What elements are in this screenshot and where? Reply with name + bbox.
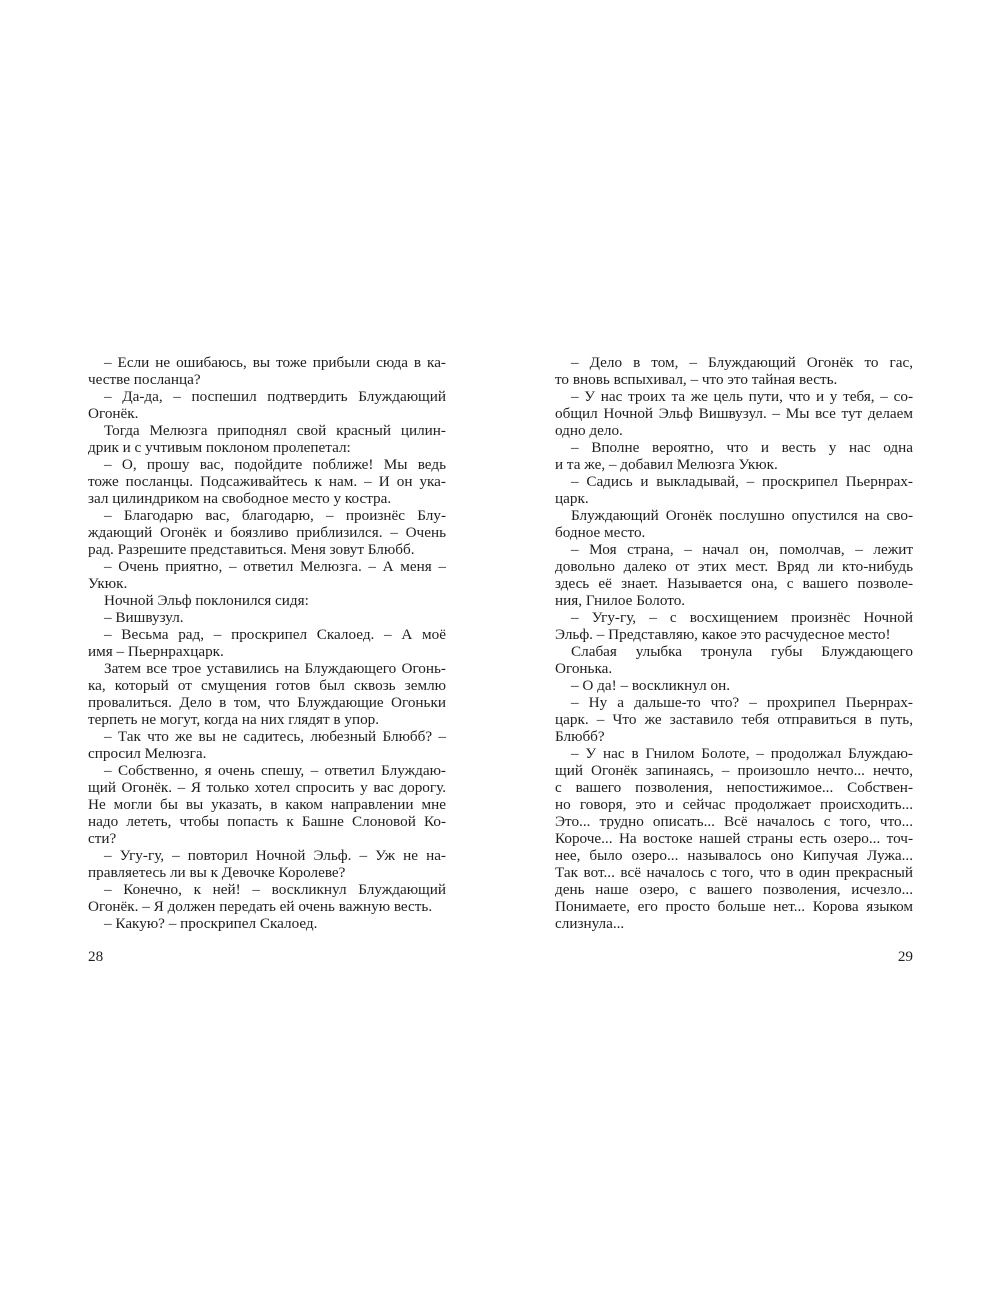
text-line: щий Огонёк запинаясь, – произошло нечто... нечто,	[555, 762, 913, 779]
paragraph	[555, 388, 913, 439]
text-line: честве посланца?	[88, 371, 201, 388]
text-line: но говоря, это и сейчас продолжает происходить...	[555, 796, 913, 813]
paragraph	[555, 694, 913, 745]
text-line: – Конечно, к ней! – воскликнул Блуждающий	[104, 881, 446, 898]
text-line: Затем все трое уставились на Блуждающего Огонь-	[104, 660, 446, 677]
text-line: Короче... На востоке нашей страны есть озеро... точ-	[555, 830, 913, 847]
paragraph	[555, 541, 913, 609]
text-line: – Собственно, я очень спешу, – ответил Блуждаю-	[104, 762, 446, 779]
paragraph	[88, 388, 446, 422]
paragraph	[88, 915, 446, 932]
right-page-text	[555, 354, 913, 932]
paragraph	[555, 677, 913, 694]
text-line: нее, было озеро... называлось оно Кипучая Лужа...	[555, 847, 913, 864]
left-page-text	[88, 354, 446, 932]
text-line: – Моя страна, – начал он, помолчав, – лежит	[571, 541, 913, 558]
text-line: общил Ночной Эльф Вишвузул. – Мы все тут делаем	[555, 405, 913, 422]
text-line: – О да! – воскликнул он.	[571, 677, 731, 694]
text-line: терпеть не могут, когда на них глядят в упор.	[88, 711, 380, 728]
text-line: Тогда Мелюзга приподнял свой красный цилин-	[104, 422, 446, 439]
text-line: довольно далеко от этих мест. Вряд ли кто-нибудь	[555, 558, 913, 575]
text-line: имя – Пьернрахцарк.	[88, 643, 224, 660]
text-line: и та же, – добавил Мелюзга Укюк.	[555, 456, 778, 473]
paragraph	[555, 507, 913, 541]
paragraph	[88, 847, 446, 881]
text-line: – Угу-гу, – повторил Ночной Эльф. – Уж не на-	[104, 847, 446, 864]
text-line: – Если не ошибаюсь, вы тоже прибыли сюда в ка-	[104, 354, 446, 371]
paragraph	[88, 456, 446, 507]
page-number-left: 28	[88, 948, 104, 965]
text-line: Огонька.	[555, 660, 613, 677]
paragraph	[555, 643, 913, 677]
text-line: с вашего позволения, непостижимое... Собствен-	[555, 779, 913, 796]
text-line: ния, Гнилое Болото.	[555, 592, 686, 609]
paragraph	[88, 881, 446, 915]
paragraph	[555, 609, 913, 643]
text-line: – Да-да, – поспешил подтвердить Блуждающий	[104, 388, 446, 405]
text-line: Понимаете, его просто больше нет... Корова языком	[555, 898, 913, 915]
text-line: спросил Мелюзга.	[88, 745, 207, 762]
paragraph	[88, 354, 446, 388]
text-line: – О, прошу вас, подойдите поближе! Мы ведь	[104, 456, 446, 473]
text-line: – Так что же вы не садитесь, любезный Блюбб? –	[104, 728, 446, 745]
text-line: Огонёк.	[88, 405, 139, 422]
text-line: – Дело в том, – Блуждающий Огонёк то гас,	[571, 354, 913, 371]
text-line: – Садись и выкладывай, – проскрипел Пьернрах-	[571, 473, 913, 490]
paragraph	[88, 626, 446, 660]
text-line: сти?	[88, 830, 117, 847]
text-line: ждающий Огонёк и боязливо приблизился. – Очень	[88, 524, 446, 541]
text-line: – У нас в Гнилом Болоте, – продолжал Блуждаю-	[571, 745, 913, 762]
text-line: день наше озеро, с вашего позволения, исчезло...	[555, 881, 913, 898]
paragraph	[555, 439, 913, 473]
page-number-right: 29	[897, 948, 913, 965]
text-line: Ночной Эльф поклонился сидя:	[104, 592, 309, 609]
paragraph	[88, 609, 446, 626]
text-line: – Ну а дальше-то что? – прохрипел Пьернрах-	[571, 694, 913, 711]
text-line: слизнула...	[555, 915, 625, 932]
text-line: Укюк.	[88, 575, 128, 592]
text-line: Блюбб?	[555, 728, 605, 745]
text-line: – Угу-гу, – с восхищением произнёс Ночной	[571, 609, 913, 626]
text-line: Огонёк. – Я должен передать ей очень важную весть.	[88, 898, 433, 915]
text-line: – Весьма рад, – проскрипел Скалоед. – А моё	[104, 626, 446, 643]
paragraph	[555, 354, 913, 388]
text-line: Эльф. – Представляю, какое это расчудесное место!	[555, 626, 891, 643]
paragraph	[88, 507, 446, 558]
text-line: рад. Разрешите представиться. Меня зовут Блюбб.	[88, 541, 415, 558]
paragraph	[88, 660, 446, 728]
paragraph	[88, 592, 446, 609]
text-line: – У нас троих та же цель пути, что и у тебя, – со-	[571, 388, 913, 405]
text-line: ка, который от смущения готов был сквозь землю	[88, 677, 446, 694]
text-line: – Какую? – проскрипел Скалоед.	[104, 915, 318, 932]
text-line: – Благодарю вас, благодарю, – произнёс Блу-	[104, 507, 446, 524]
text-line: здесь её знает. Называется она, с вашего позволе-	[555, 575, 913, 592]
text-line: щий Огонёк. – Я только хотел спросить у вас дорогу.	[88, 779, 446, 796]
text-line: бодное место.	[555, 524, 646, 541]
text-line: надо лететь, чтобы попасть к Башне Слоновой Ко-	[88, 813, 446, 830]
text-line: Не могли бы вы указать, в каком направлении мне	[88, 796, 446, 813]
text-line: – Вишвузул.	[104, 609, 184, 626]
text-line: то вновь вспыхивал, – что это тайная весть.	[555, 371, 838, 388]
text-line: Слабая улыбка тронула губы Блуждающего	[571, 643, 913, 660]
text-line: провалиться. Дело в том, что Блуждающие Огоньки	[88, 694, 446, 711]
paragraph	[555, 745, 913, 932]
text-line: дрик и с учтивым поклоном пролепетал:	[88, 439, 351, 456]
paragraph	[88, 558, 446, 592]
text-line: – Очень приятно, – ответил Мелюзга. – А меня –	[104, 558, 446, 575]
text-line: Это... трудно описать... Всё началось с того, что...	[555, 813, 913, 830]
text-line: царк.	[555, 490, 589, 507]
paragraph	[88, 728, 446, 762]
text-line: Блуждающий Огонёк послушно опустился на сво-	[571, 507, 913, 524]
paragraph	[88, 762, 446, 847]
paragraph	[88, 422, 446, 456]
text-line: одно дело.	[555, 422, 623, 439]
text-line: правляетесь ли вы к Девочке Королеве?	[88, 864, 346, 881]
text-line: тоже посланцы. Подсаживайтесь к нам. – И он ука-	[88, 473, 446, 490]
text-line: Так вот... всё началось с того, что в один прекрасный	[555, 864, 913, 881]
paragraph	[555, 473, 913, 507]
text-line: царк. – Что же заставило тебя отправиться в путь,	[555, 711, 913, 728]
text-line: зал цилиндриком на свободное место у костра.	[88, 490, 392, 507]
text-line: – Вполне вероятно, что и весть у нас одна	[571, 439, 913, 456]
